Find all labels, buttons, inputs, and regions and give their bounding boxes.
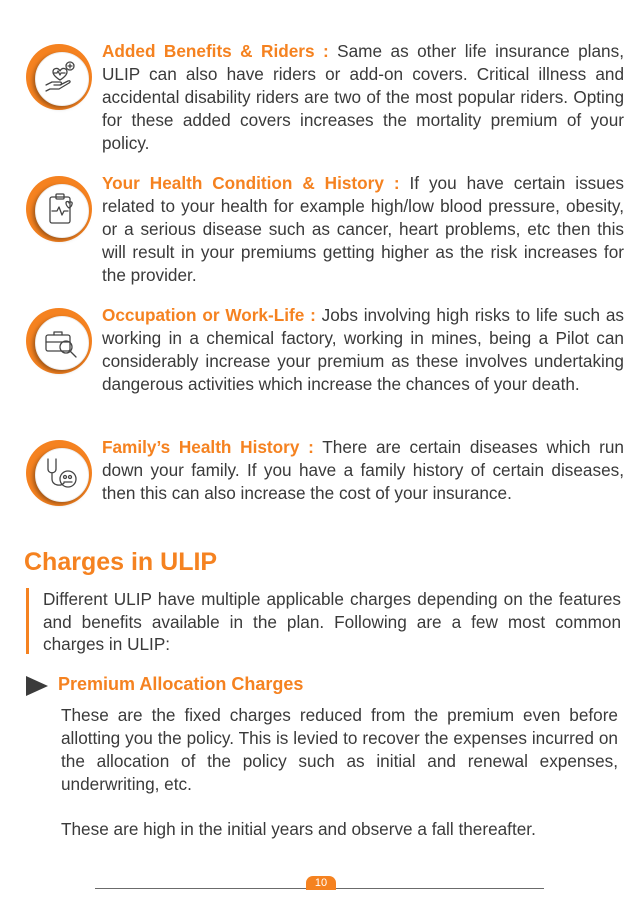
- factor-body: If you have certain issues related to your health for example high/low blood pressure, obesity, or a serious disease such as cancer, heart problems, etc then this will result in your premiums getting higher as the risk increases for the provider.: [102, 173, 624, 285]
- factor-text: [102, 172, 624, 287]
- subsection-paragraph-2: These are high in the initial years and observe a fall thereafter.: [61, 819, 536, 839]
- briefcase-search-icon: [26, 308, 96, 374]
- factor-text: [102, 436, 624, 505]
- subsection-paragraph-1: These are the fixed charges reduced from the premium even before allotting you the policy. This is levied to recover the expenses incurred on the allocation of the policy such as initial and renewal expenses, underwriting, etc.: [61, 705, 618, 794]
- factor-title: Your Health Condition & History :: [102, 173, 400, 193]
- subsection-title: Premium Allocation Charges: [58, 674, 304, 694]
- factor-body: Same as other life insurance plans, ULIP can also have riders or add-on covers. Critical illness and accidental disability riders are two of the most popular riders. Opting for these added covers increases the mortality premium of your policy.: [102, 41, 624, 153]
- factor-title: Family’s Health History :: [102, 437, 314, 457]
- factor-text: [102, 304, 624, 396]
- factor-title: Added Benefits & Riders :: [102, 41, 329, 61]
- factor-added-benefits: [26, 40, 624, 156]
- factor-body: Jobs involving high risks to life such as working in a chemical factory, working in mines, being a Pilot can considerably increase your premium as these involves undertaking dangerous activities which increase the chances of your death.: [102, 305, 624, 394]
- factor-title: Occupation or Work-Life :: [102, 305, 316, 325]
- factor-health-condition: [26, 172, 624, 288]
- triangle-bullet-icon: [26, 676, 48, 696]
- factor-occupation: [26, 304, 624, 420]
- stethoscope-family-icon: [26, 440, 96, 506]
- factor-body: There are certain diseases which run down your family. If you have a family history of certain diseases, then this can also increase the cost of your insurance.: [102, 437, 624, 503]
- page-number: 10: [306, 876, 336, 890]
- subsection-header: [26, 674, 426, 698]
- intro-text: Different ULIP have multiple applicable charges depending on the features and benefits available in the plan. Following are a few most common charges in ULIP:: [43, 589, 621, 654]
- factor-family-history: [26, 436, 624, 532]
- section-intro: [26, 588, 621, 654]
- factor-text: [102, 40, 624, 155]
- hand-health-icon: [26, 44, 96, 110]
- section-heading: Charges in ULIP: [24, 548, 218, 576]
- clipboard-heartbeat-icon: [26, 176, 96, 242]
